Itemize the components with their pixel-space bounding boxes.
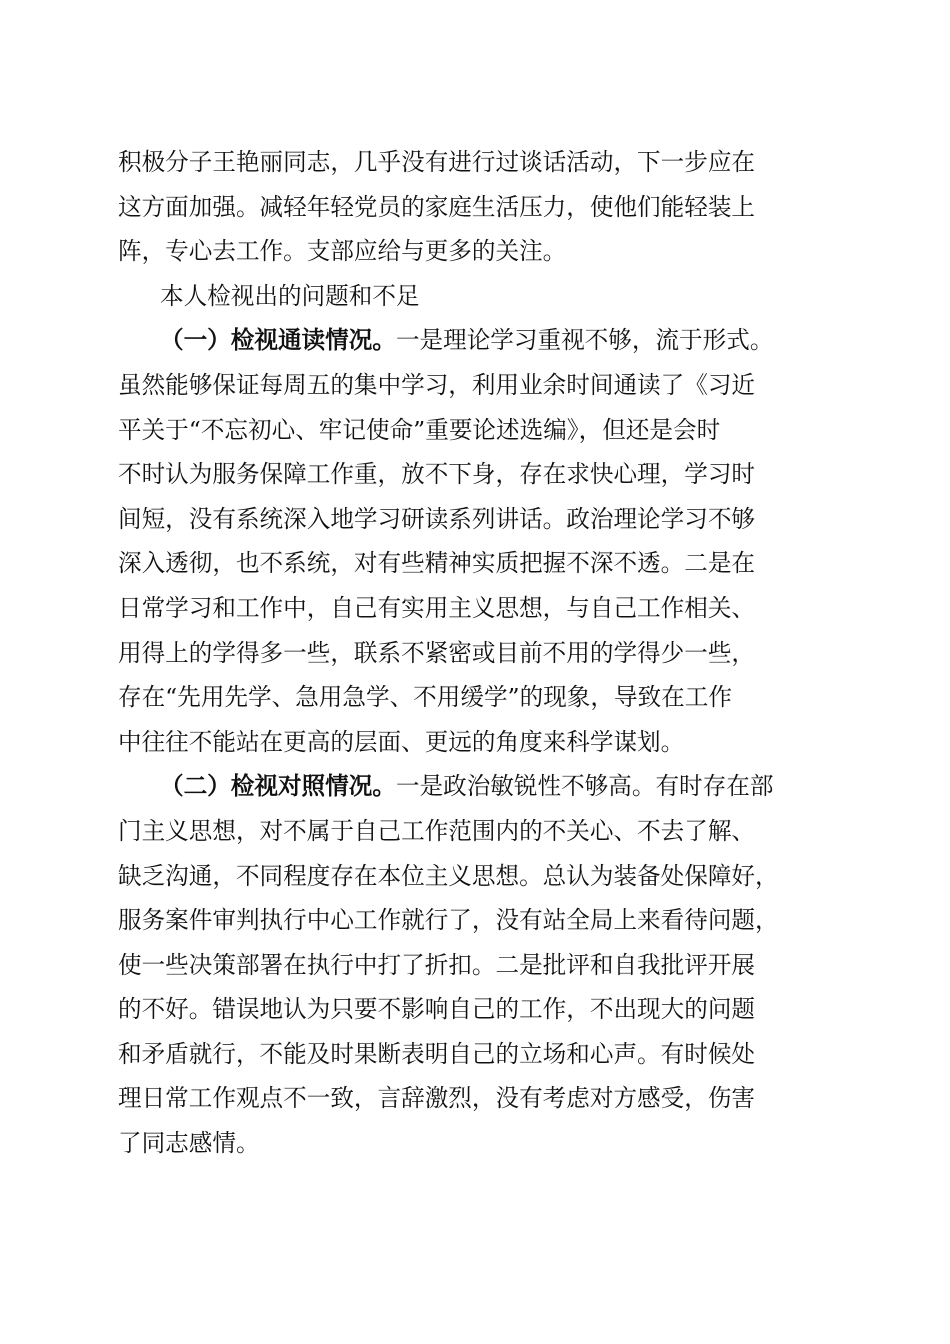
section-two-heading: （二）检视对照情况。 — [160, 772, 396, 801]
paragraph-line: 日常学习和工作中，自己有实用主义思想，与自己工作相关、 — [118, 593, 756, 622]
paragraph-line: 间短，没有系统深入地学习研读系列讲话。政治理论学习不够 — [118, 504, 756, 533]
section-one-heading: （一）检视通读情况。 — [160, 326, 396, 355]
paragraph-line: 存在“先用先学、急用急学、不用缓学”的现象，导致在工作 — [118, 683, 732, 712]
paragraph-line: 门主义思想，对不属于自己工作范围内的不关心、不去了解、 — [118, 816, 756, 845]
paragraph-line: 阵，专心去工作。支部应给与更多的关注。 — [118, 237, 567, 266]
paragraph-line: 虽然能够保证每周五的集中学习，利用业余时间通读了《习近 — [118, 370, 756, 399]
paragraph-line: 的不好。错误地认为只要不影响自己的工作，不出现大的问题 — [118, 995, 756, 1024]
paragraph-line: 用得上的学得多一些，联系不紧密或目前不用的学得少一些， — [118, 638, 756, 667]
paragraph-line: 这方面加强。减轻年轻党员的家庭生活压力，使他们能轻装上 — [118, 192, 756, 221]
section-one-paragraph — [118, 318, 834, 764]
paragraph-line: 了同志感情。 — [118, 1129, 260, 1158]
section-two-first-line — [118, 764, 834, 809]
paragraph-line: 中往往不能站在更高的层面、更远的角度来科学谋划。 — [118, 727, 685, 756]
section-one-first-line — [118, 318, 834, 363]
paragraph-line: 和矛盾就行，不能及时果断表明自己的立场和心声。有时候处 — [118, 1039, 756, 1068]
paragraph-line: 缺乏沟通，不同程度存在本位主义思想。总认为装备处保障好， — [118, 861, 779, 890]
section-two-paragraph — [118, 764, 834, 1165]
paragraph-line: 理日常工作观点不一致，言辞激烈，没有考虑对方感受，伤害 — [118, 1084, 756, 1113]
paragraph-line: 使一些决策部署在执行中打了折扣。二是批评和自我批评开展 — [118, 950, 756, 979]
section-title-text: 本人检视出的问题和不足 — [160, 281, 420, 310]
paragraph-line: 一是政治敏锐性不够高。有时存在部 — [395, 772, 774, 801]
paragraph-line: 平关于“不忘初心、牢记使命”重要论述选编》，但还是会时 — [118, 415, 721, 444]
document-page — [118, 140, 834, 1166]
opening-paragraph — [118, 140, 834, 274]
paragraph-line: 深入透彻，也不系统，对有些精神实质把握不深不透。二是在 — [118, 549, 756, 578]
paragraph-line: 不时认为服务保障工作重，放不下身，存在求快心理，学习时 — [118, 460, 756, 489]
paragraph-line: 积极分子王艳丽同志，几乎没有进行过谈话活动，下一步应在 — [118, 148, 756, 176]
paragraph-line: 一是理论学习重视不够，流于形式。 — [395, 326, 774, 355]
paragraph-line: 服务案件审判执行中心工作就行了，没有站全局上来看待问题， — [118, 906, 779, 935]
section-title — [118, 274, 834, 319]
